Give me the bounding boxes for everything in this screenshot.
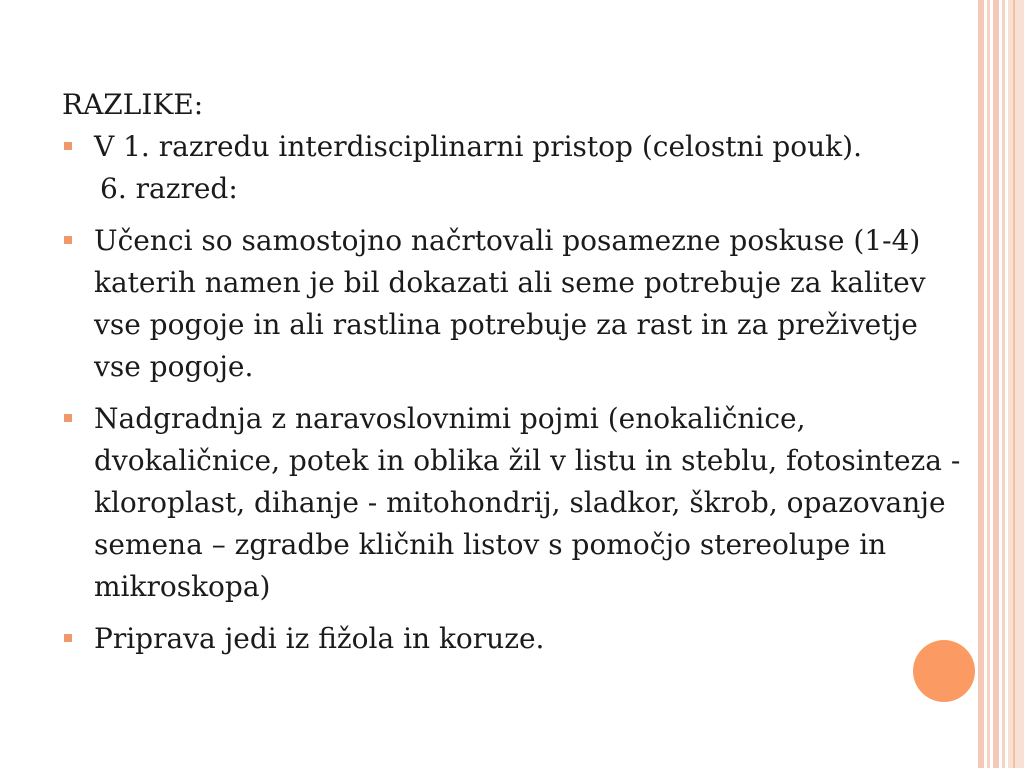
decorative-stripe — [978, 0, 984, 768]
list-item-text: Priprava jedi iz fižola in koruze. — [94, 622, 545, 655]
orange-circle-decoration — [913, 640, 975, 702]
list-item-text: Nadgradnja z naravoslovnimi pojmi (enokaličnice, dvokaličnice, potek in oblika žil v listu in steblu, fotosinteza - kloroplast, dihanje - mitohondrij, sladkor, škrob, opazovanje semena – zgradbe kličnih listov s pomočjo stereolupe in mikroskopa) — [94, 402, 961, 603]
sub-heading — [62, 168, 972, 210]
decorative-stripe — [993, 0, 999, 768]
slide-heading: RAZLIKE: — [62, 88, 204, 121]
list-item-text: Učenci so samostojno načrtovali posamezne poskuse (1-4) katerih namen je bil dokazati ali seme potrebuje za kalitev vse pogoje in ali rastlina potrebuje za rast in za preživetje vse pogoje. — [94, 224, 926, 383]
square-bullet-icon — [64, 142, 72, 150]
decorative-stripe — [1013, 0, 1015, 768]
square-bullet-icon — [64, 414, 72, 422]
list-item — [62, 398, 972, 608]
square-bullet-icon — [64, 236, 72, 244]
square-bullet-icon — [64, 634, 72, 642]
sub-heading-text: 6. razred: — [100, 172, 238, 205]
list-item-text: V 1. razredu interdisciplinarni pristop (celostni pouk). — [94, 130, 862, 163]
decorative-stripe — [1008, 0, 1024, 768]
decorative-stripe — [987, 0, 990, 768]
list-item — [62, 220, 972, 388]
bullet-list — [62, 126, 972, 660]
list-item — [62, 618, 972, 660]
decorative-stripe — [1002, 0, 1005, 768]
slide-content — [62, 84, 972, 660]
list-item — [62, 126, 972, 168]
